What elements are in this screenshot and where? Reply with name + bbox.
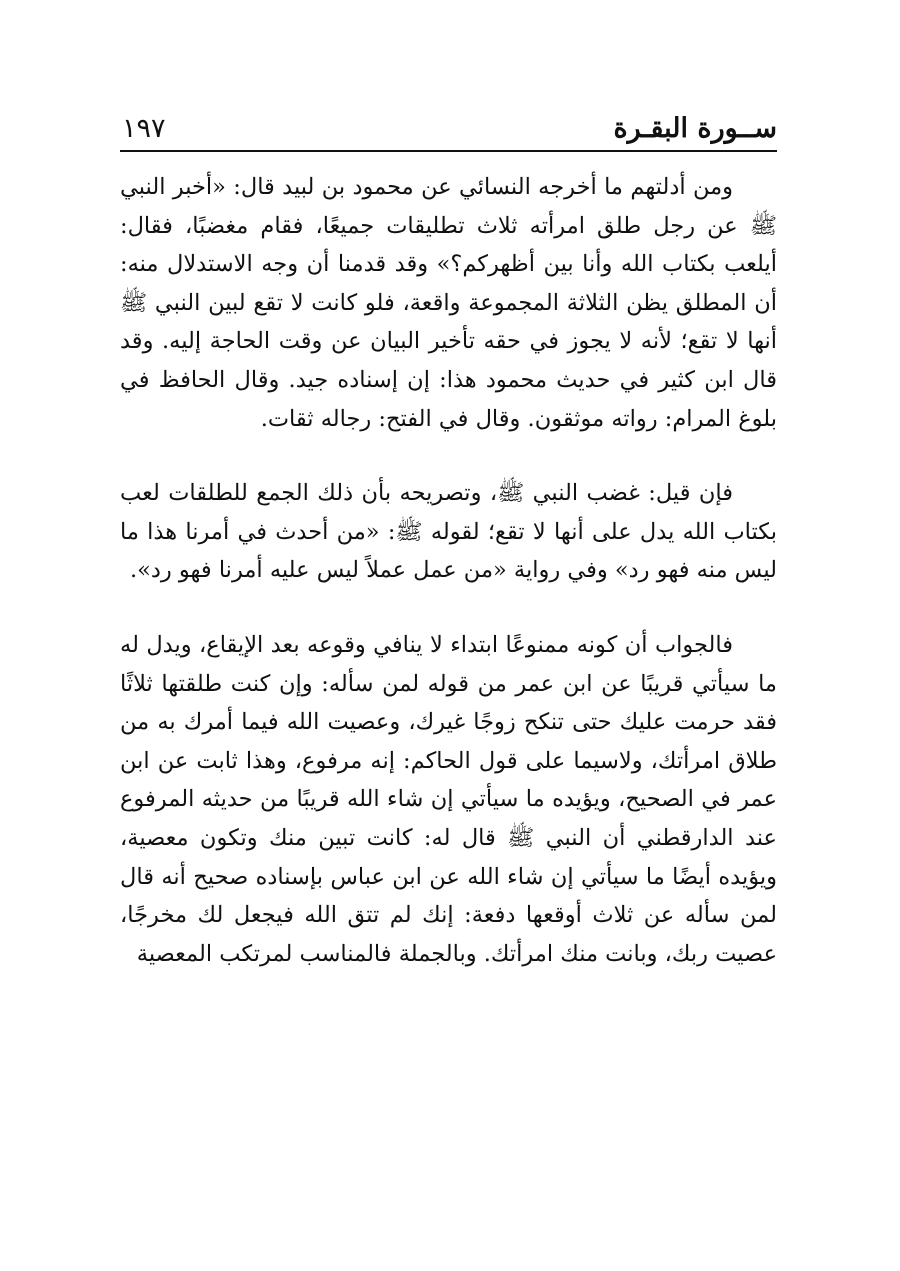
surah-title: ســورة البقـرة — [613, 113, 777, 144]
paragraph: ومن أدلتهم ما أخرجه النسائي عن محمود بن لبيد قال: «أخبر النبي ﷺ عن رجل طلق امرأته ثلاث تطليقات جميعًا، فقام مغضبًا، فقال: أيلعب بكتاب الله وأنا بين أظهركم؟» وقد قدمنا أن وجه الاستدلال منه: أن المطلق يظن الثلاثة المجموعة واقعة، فلو كانت لا تقع لبين النبي ﷺ أنها لا تقع؛ لأنه لا يجوز في حقه تأخير البيان عن وقت الحاجة إليه. وقد قال ابن كثير في حديث محمود هذا: إن إسناده جيد. وقال الحافظ في بلوغ المرام: رواته موثقون. وقال في الفتح: رجاله ثقات. — [120, 174, 777, 432]
paragraph: فإن قيل: غضب النبي ﷺ، وتصريحه بأن ذلك الجمع للطلقات لعب بكتاب الله يدل على أنها لا تقع؛ لقوله ﷺ: «من أحدث في أمرنا هذا ما ليس منه فهو رد» وفي رواية «من عمل عملاً ليس عليه أمرنا فهو رد». — [120, 480, 777, 584]
page-header — [120, 96, 777, 152]
body-text — [120, 168, 777, 973]
paragraph: فالجواب أن كونه ممنوعًا ابتداء لا ينافي وقوعه بعد الإيقاع، ويدل له ما سيأتي قريبًا عن ابن عمر من قوله لمن سأله: وإن كنت طلقتها ثلاثًا فقد حرمت عليك حتى تنكح زوجًا غيرك، وعصيت الله فيما أمرك به من طلاق امرأتك، ولاسيما على قول الحاكم: إنه مرفوع، وهذا ثابت عن ابن عمر في الصحيح، ويؤيده ما سيأتي إن شاء الله قريبًا من حديثه المرفوع عند الدارقطني أن النبي ﷺ قال له: كانت تبين منك وتكون معصية، ويؤيده أيضًا ما سيأتي إن شاء الله عن ابن عباس بإسناده صحيح أنه قال لمن سأله عن ثلاث أوقعها دفعة: إنك لم تتق الله فيجعل لك مخرجًا، عصيت ربك، وبانت منك امرأتك. وبالجملة فالمناسب لمرتكب المعصية — [120, 631, 777, 967]
page-number: ١٩٧ — [122, 113, 166, 144]
